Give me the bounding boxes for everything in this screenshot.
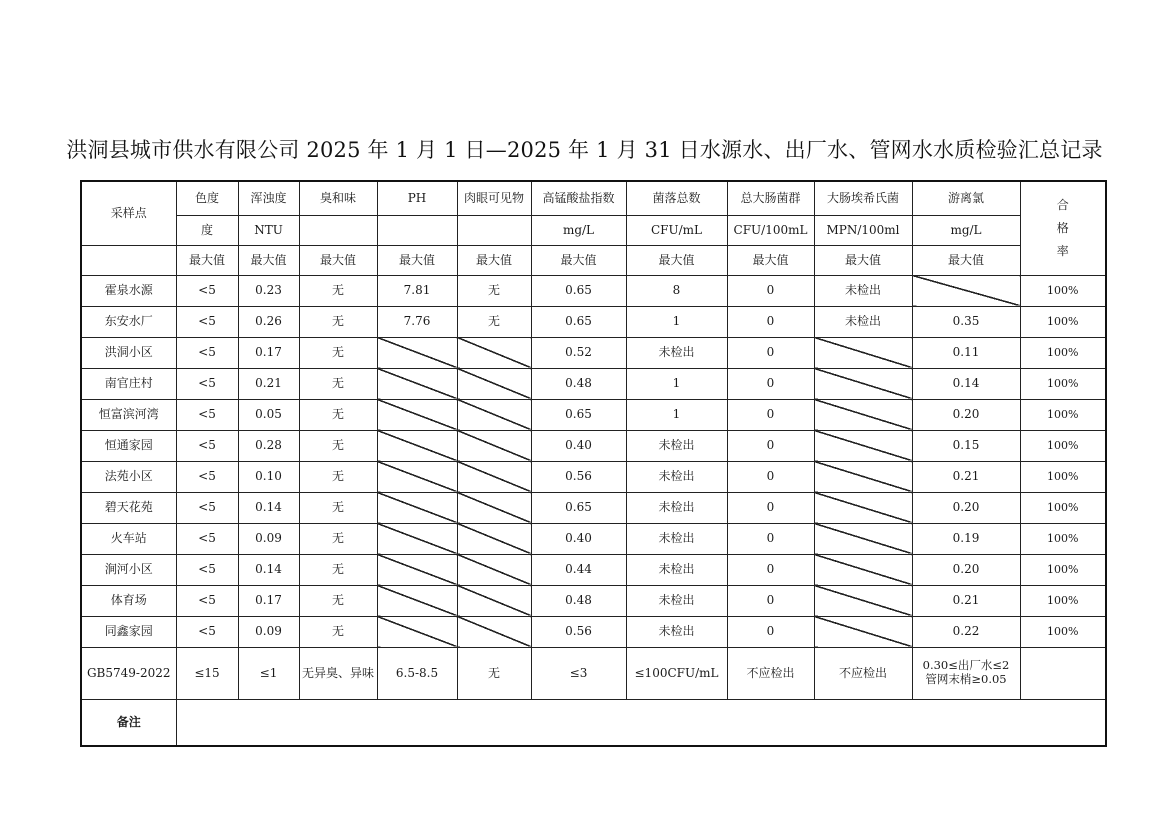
table-row [81, 461, 1106, 492]
param-header: 肉眼可见物 [457, 181, 531, 215]
visible-matter-cell [457, 368, 531, 399]
turbidity-cell: 0.09 [238, 523, 299, 554]
free-chlorine-cell: 0.20 [912, 399, 1020, 430]
table-row [81, 399, 1106, 430]
ph-cell [377, 461, 457, 492]
ph-cell [377, 399, 457, 430]
permanganate-cell: 0.65 [531, 399, 626, 430]
pass-rate-cell: 100% [1020, 523, 1106, 554]
site-cell: 碧天花苑 [81, 492, 176, 523]
rate-char: 格 [1056, 220, 1069, 235]
remarks-label: 备注 [81, 699, 176, 746]
free-chlorine-cell: 0.19 [912, 523, 1020, 554]
turbidity-cell: 0.21 [238, 368, 299, 399]
visible-matter-cell: 无 [457, 306, 531, 337]
standard-chlorine-line: 0.30≤出厂水≤2 [922, 658, 1010, 673]
site-cell: 体育场 [81, 585, 176, 616]
unit-header: mg/L [912, 215, 1020, 245]
standard-ph-cell: 6.5-8.5 [377, 647, 457, 699]
visible-matter-cell [457, 523, 531, 554]
page-title: 洪洞县城市供水有限公司 2025 年 1 月 1 日—2025 年 1 月 31 日水源水、出厂水、管网水水质检验汇总记录 [66, 138, 1103, 162]
colony-count-cell: 1 [626, 399, 727, 430]
color-cell: <5 [176, 430, 238, 461]
param-header: 总大肠菌群 [727, 181, 814, 215]
odor-cell: 无 [299, 430, 377, 461]
coliform-cell: 0 [727, 430, 814, 461]
site-cell: 南官庄村 [81, 368, 176, 399]
turbidity-cell: 0.05 [238, 399, 299, 430]
turbidity-cell: 0.09 [238, 616, 299, 647]
ph-cell [377, 554, 457, 585]
color-cell: <5 [176, 616, 238, 647]
coliform-cell: 0 [727, 337, 814, 368]
rate-char: 率 [1056, 243, 1069, 258]
standard-coliform-cell: 不应检出 [727, 647, 814, 699]
pass-rate-header [1020, 181, 1106, 275]
coliform-cell: 0 [727, 554, 814, 585]
permanganate-cell: 0.48 [531, 585, 626, 616]
param-header: 色度 [176, 181, 238, 215]
ecoli-cell [814, 337, 912, 368]
pass-rate-cell: 100% [1020, 554, 1106, 585]
coliform-cell: 0 [727, 492, 814, 523]
pass-rate-cell: 100% [1020, 585, 1106, 616]
odor-cell: 无 [299, 554, 377, 585]
standard-turb-cell: ≤1 [238, 647, 299, 699]
turbidity-cell: 0.10 [238, 461, 299, 492]
coliform-cell: 0 [727, 399, 814, 430]
table-row [81, 585, 1106, 616]
table-row [81, 492, 1106, 523]
standard-colony-cell: ≤100CFU/mL [626, 647, 727, 699]
permanganate-cell: 0.65 [531, 306, 626, 337]
colony-count-cell: 未检出 [626, 492, 727, 523]
site-cell: 东安水厂 [81, 306, 176, 337]
unit-header: mg/L [531, 215, 626, 245]
site-cell: 霍泉水源 [81, 275, 176, 306]
ph-cell [377, 523, 457, 554]
param-header: 高锰酸盐指数 [531, 181, 626, 215]
param-header: 菌落总数 [626, 181, 727, 215]
header-max-row [81, 245, 1106, 275]
pass-rate-cell: 100% [1020, 337, 1106, 368]
unit-header: 度 [176, 215, 238, 245]
coliform-cell: 0 [727, 368, 814, 399]
coliform-cell: 0 [727, 585, 814, 616]
site-cell: 同鑫家园 [81, 616, 176, 647]
visible-matter-cell: 无 [457, 275, 531, 306]
visible-matter-cell [457, 399, 531, 430]
permanganate-cell: 0.48 [531, 368, 626, 399]
table-row [81, 337, 1106, 368]
site-header-blank [81, 245, 176, 275]
pass-rate-cell: 100% [1020, 368, 1106, 399]
param-header: 浑浊度 [238, 181, 299, 215]
odor-cell: 无 [299, 399, 377, 430]
permanganate-cell: 0.44 [531, 554, 626, 585]
odor-cell: 无 [299, 523, 377, 554]
free-chlorine-cell: 0.14 [912, 368, 1020, 399]
permanganate-cell: 0.65 [531, 275, 626, 306]
turbidity-cell: 0.17 [238, 337, 299, 368]
colony-count-cell: 未检出 [626, 585, 727, 616]
max-header: 最大值 [176, 245, 238, 275]
remarks-row [81, 699, 1106, 746]
colony-count-cell: 未检出 [626, 461, 727, 492]
free-chlorine-cell: 0.35 [912, 306, 1020, 337]
turbidity-cell: 0.28 [238, 430, 299, 461]
visible-matter-cell [457, 337, 531, 368]
unit-header: CFU/mL [626, 215, 727, 245]
pass-rate-cell: 100% [1020, 275, 1106, 306]
unit-header: NTU [238, 215, 299, 245]
site-cell: 恒通家园 [81, 430, 176, 461]
ecoli-cell [814, 492, 912, 523]
table-row [81, 306, 1106, 337]
odor-cell: 无 [299, 616, 377, 647]
permanganate-cell: 0.40 [531, 523, 626, 554]
odor-cell: 无 [299, 461, 377, 492]
odor-cell: 无 [299, 306, 377, 337]
unit-header: MPN/100ml [814, 215, 912, 245]
standard-chlorine-line: 管网末梢≥0.05 [925, 672, 1007, 686]
permanganate-cell: 0.56 [531, 461, 626, 492]
standard-chlorine-cell [912, 647, 1020, 699]
odor-cell: 无 [299, 368, 377, 399]
param-header: 臭和味 [299, 181, 377, 215]
max-header: 最大值 [238, 245, 299, 275]
coliform-cell: 0 [727, 275, 814, 306]
site-cell: 涧河小区 [81, 554, 176, 585]
max-header: 最大值 [457, 245, 531, 275]
param-header: 游离氯 [912, 181, 1020, 215]
ecoli-cell [814, 554, 912, 585]
pass-rate-cell: 100% [1020, 461, 1106, 492]
permanganate-cell: 0.52 [531, 337, 626, 368]
header-unit-row [81, 215, 1106, 245]
odor-cell: 无 [299, 585, 377, 616]
color-cell: <5 [176, 554, 238, 585]
max-header: 最大值 [814, 245, 912, 275]
table-row [81, 523, 1106, 554]
remarks-value [176, 699, 1106, 746]
ph-cell [377, 368, 457, 399]
header-param-row [81, 181, 1106, 215]
site-cell: 洪洞小区 [81, 337, 176, 368]
pass-rate-cell: 100% [1020, 492, 1106, 523]
max-header: 最大值 [626, 245, 727, 275]
site-header: 采样点 [81, 181, 176, 245]
visible-matter-cell [457, 430, 531, 461]
colony-count-cell: 未检出 [626, 337, 727, 368]
param-header: 大肠埃希氏菌 [814, 181, 912, 215]
colony-count-cell: 未检出 [626, 616, 727, 647]
visible-matter-cell [457, 554, 531, 585]
param-header: PH [377, 181, 457, 215]
color-cell: <5 [176, 492, 238, 523]
table-row [81, 275, 1106, 306]
table-row [81, 430, 1106, 461]
turbidity-cell: 0.23 [238, 275, 299, 306]
turbidity-cell: 0.14 [238, 492, 299, 523]
permanganate-cell: 0.56 [531, 616, 626, 647]
table-row [81, 368, 1106, 399]
standard-visible-cell: 无 [457, 647, 531, 699]
max-header: 最大值 [299, 245, 377, 275]
standard-odor-cell: 无异臭、异味 [299, 647, 377, 699]
color-cell: <5 [176, 399, 238, 430]
max-header: 最大值 [912, 245, 1020, 275]
color-cell: <5 [176, 337, 238, 368]
ecoli-cell [814, 430, 912, 461]
free-chlorine-cell: 0.21 [912, 585, 1020, 616]
table-row [81, 616, 1106, 647]
visible-matter-cell [457, 492, 531, 523]
coliform-cell: 0 [727, 616, 814, 647]
free-chlorine-cell: 0.20 [912, 492, 1020, 523]
standard-rate-cell [1020, 647, 1106, 699]
odor-cell: 无 [299, 337, 377, 368]
standard-color-cell: ≤15 [176, 647, 238, 699]
color-cell: <5 [176, 523, 238, 554]
coliform-cell: 0 [727, 461, 814, 492]
visible-matter-cell [457, 616, 531, 647]
free-chlorine-cell [912, 275, 1020, 306]
free-chlorine-cell: 0.21 [912, 461, 1020, 492]
ph-cell: 7.76 [377, 306, 457, 337]
standard-name-cell: GB5749-2022 [81, 647, 176, 699]
free-chlorine-cell: 0.22 [912, 616, 1020, 647]
site-cell: 恒富滨河湾 [81, 399, 176, 430]
ecoli-cell [814, 461, 912, 492]
ph-cell [377, 430, 457, 461]
max-header: 最大值 [531, 245, 626, 275]
ph-cell [377, 492, 457, 523]
turbidity-cell: 0.17 [238, 585, 299, 616]
colony-count-cell: 1 [626, 306, 727, 337]
pass-rate-cell: 100% [1020, 306, 1106, 337]
coliform-cell: 0 [727, 306, 814, 337]
permanganate-cell: 0.65 [531, 492, 626, 523]
ecoli-cell: 未检出 [814, 306, 912, 337]
unit-header [299, 215, 377, 245]
odor-cell: 无 [299, 275, 377, 306]
color-cell: <5 [176, 585, 238, 616]
ph-cell: 7.81 [377, 275, 457, 306]
turbidity-cell: 0.14 [238, 554, 299, 585]
ecoli-cell [814, 399, 912, 430]
turbidity-cell: 0.26 [238, 306, 299, 337]
ecoli-cell [814, 585, 912, 616]
max-header: 最大值 [727, 245, 814, 275]
colony-count-cell: 未检出 [626, 523, 727, 554]
colony-count-cell: 未检出 [626, 430, 727, 461]
pass-rate-cell: 100% [1020, 430, 1106, 461]
unit-header [377, 215, 457, 245]
standard-row [81, 647, 1106, 699]
free-chlorine-cell: 0.15 [912, 430, 1020, 461]
color-cell: <5 [176, 306, 238, 337]
water-quality-table [80, 180, 1107, 747]
table-row [81, 554, 1106, 585]
odor-cell: 无 [299, 492, 377, 523]
max-header: 最大值 [377, 245, 457, 275]
ecoli-cell [814, 368, 912, 399]
pass-rate-cell: 100% [1020, 616, 1106, 647]
unit-header: CFU/100mL [727, 215, 814, 245]
site-cell: 火车站 [81, 523, 176, 554]
ecoli-cell [814, 616, 912, 647]
standard-ecoli-cell: 不应检出 [814, 647, 912, 699]
colony-count-cell: 8 [626, 275, 727, 306]
free-chlorine-cell: 0.11 [912, 337, 1020, 368]
color-cell: <5 [176, 461, 238, 492]
color-cell: <5 [176, 368, 238, 399]
colony-count-cell: 未检出 [626, 554, 727, 585]
rate-char: 合 [1056, 198, 1069, 213]
ecoli-cell: 未检出 [814, 275, 912, 306]
colony-count-cell: 1 [626, 368, 727, 399]
ph-cell [377, 616, 457, 647]
pass-rate-cell: 100% [1020, 399, 1106, 430]
visible-matter-cell [457, 461, 531, 492]
color-cell: <5 [176, 275, 238, 306]
coliform-cell: 0 [727, 523, 814, 554]
ph-cell [377, 337, 457, 368]
unit-header [457, 215, 531, 245]
ecoli-cell [814, 523, 912, 554]
ph-cell [377, 585, 457, 616]
free-chlorine-cell: 0.20 [912, 554, 1020, 585]
site-cell: 法苑小区 [81, 461, 176, 492]
standard-cod-cell: ≤3 [531, 647, 626, 699]
visible-matter-cell [457, 585, 531, 616]
permanganate-cell: 0.40 [531, 430, 626, 461]
